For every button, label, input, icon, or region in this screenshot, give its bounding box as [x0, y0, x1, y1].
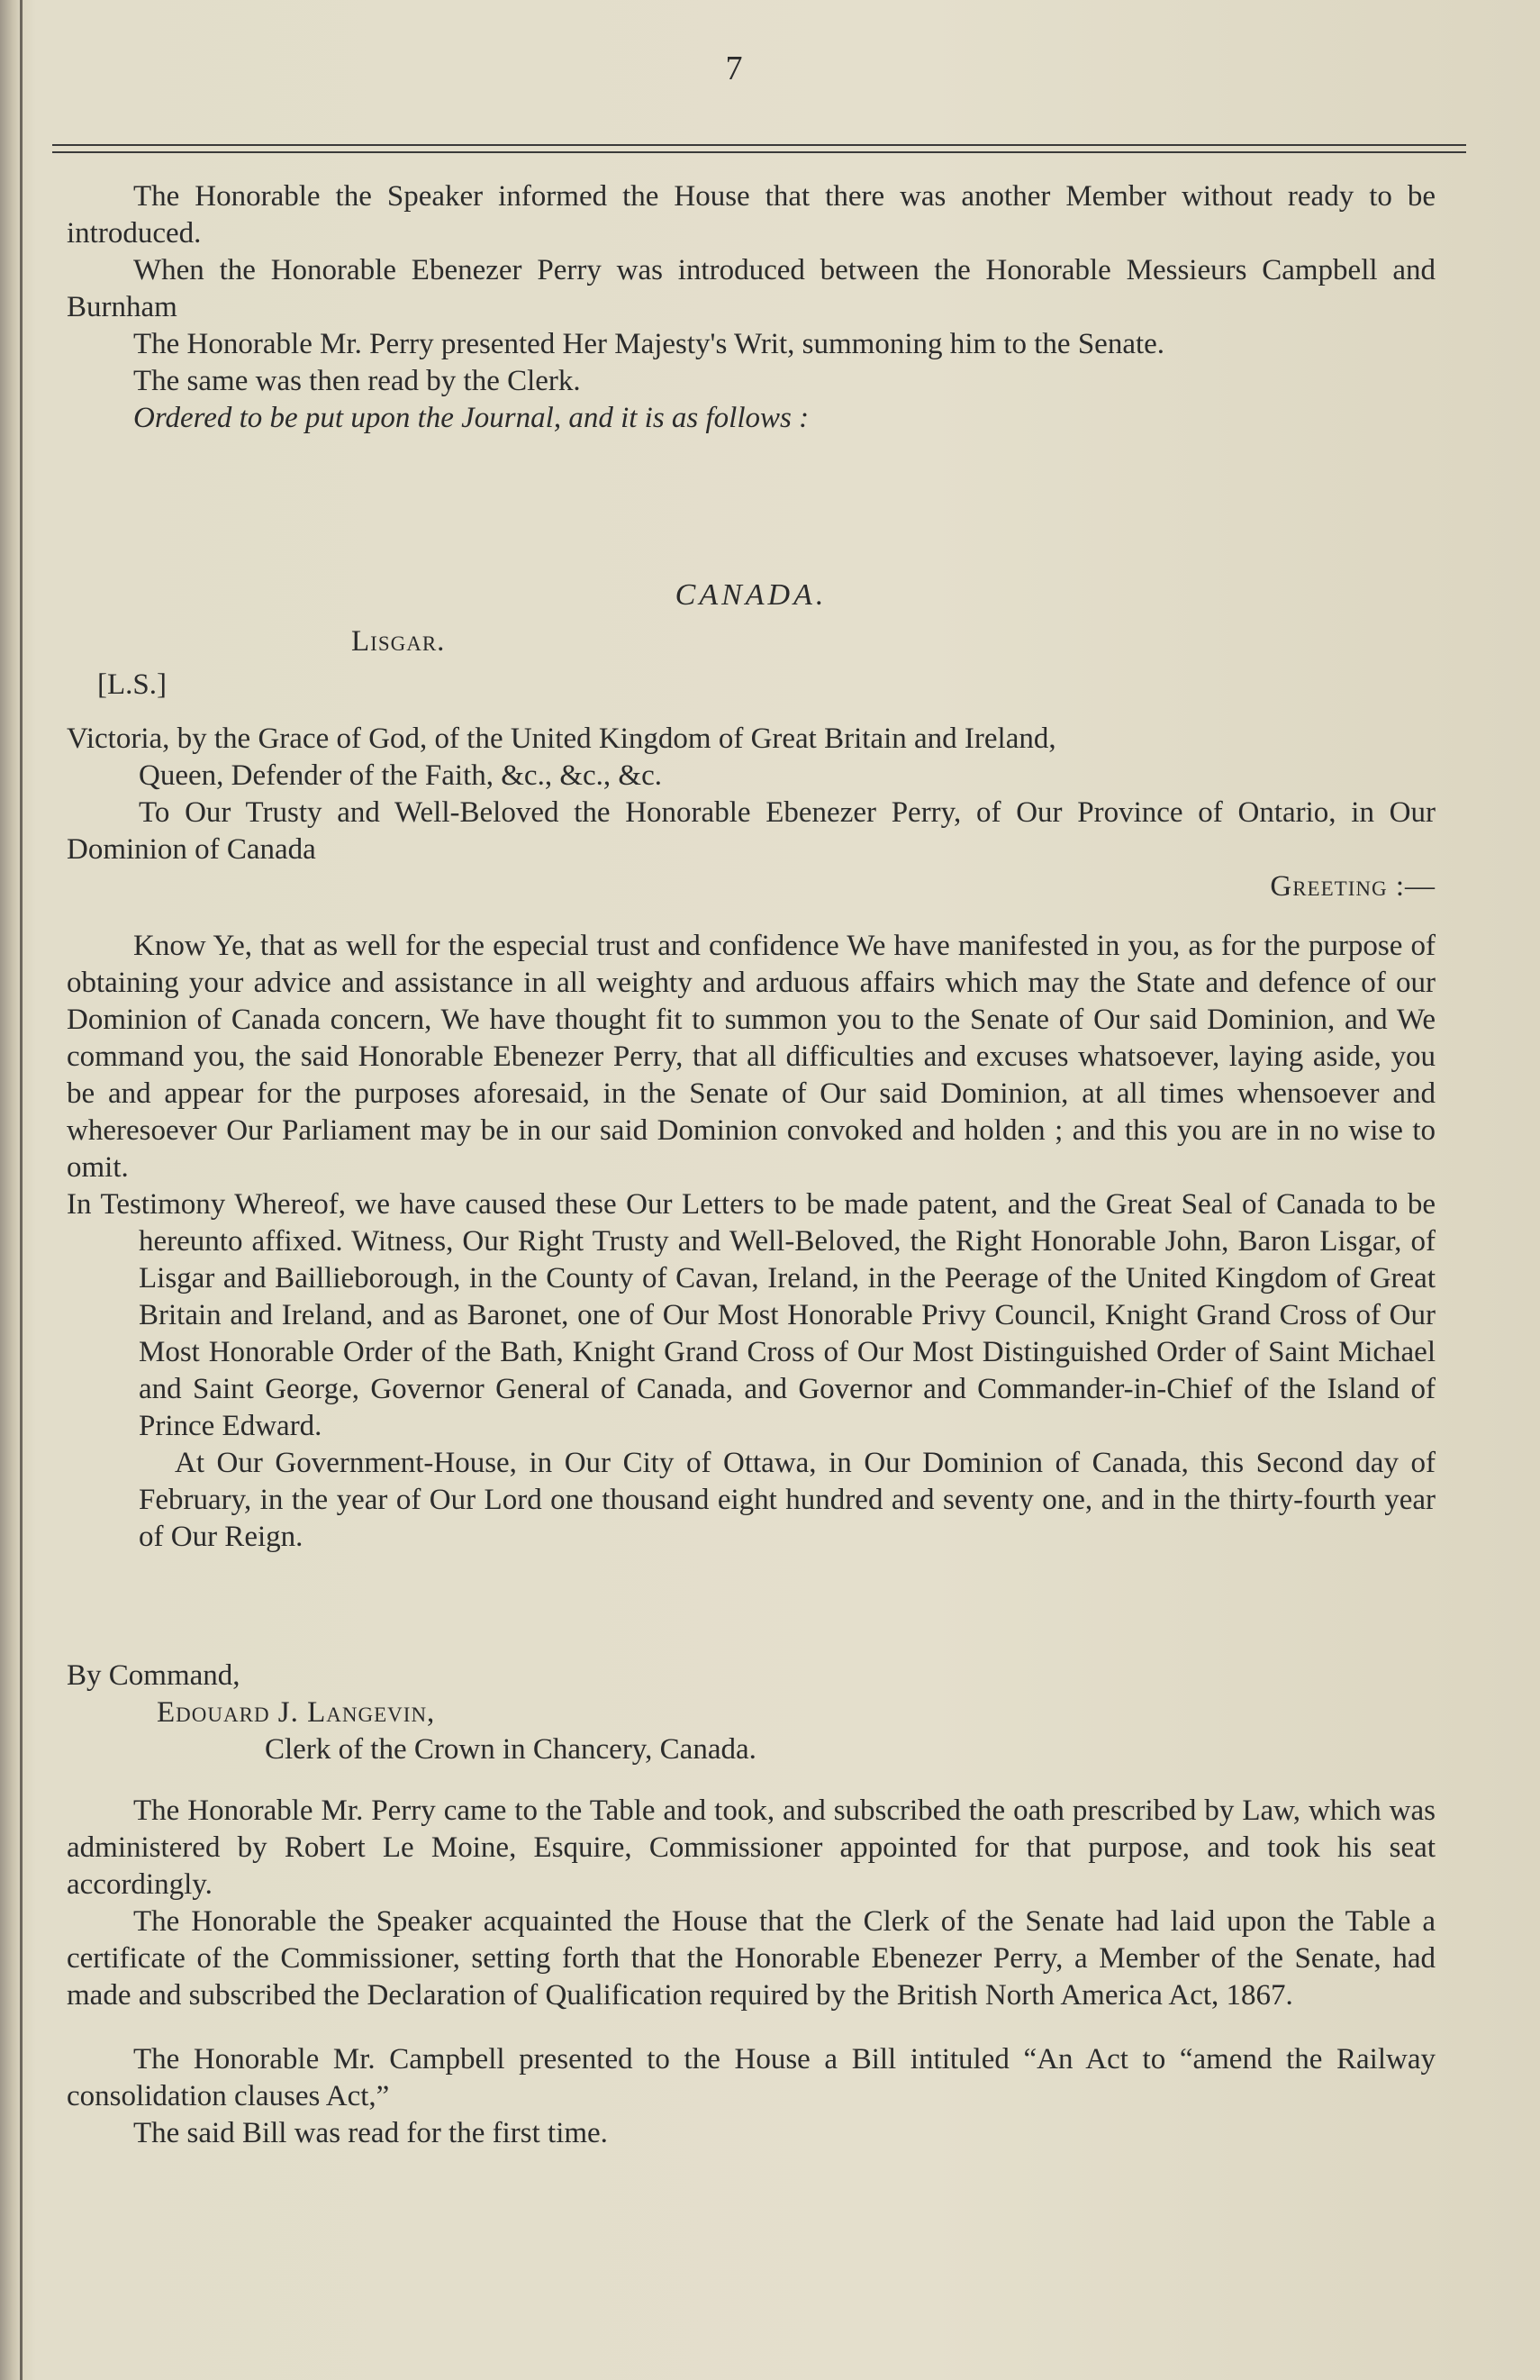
page-number: 7	[725, 50, 743, 87]
by-command: By Command,	[67, 1659, 240, 1692]
writ-body	[67, 928, 1436, 1556]
writ-testimony: In Testimony Whereof, we have caused these Our Letters to be made patent, and the Great Seal of Canada to be hereunto affixed. Witness, Our Right Trusty and Well-Beloved, the Right Honorable John, Baron Lisgar, of Lisgar and Baillieborough, in the County of Cavan, Ireland, in the Peerage of the United Kingdom of Great Britain and Ireland, and as Baronet, one of Our Most Honorable Privy Council, Knight Grand Cross of Our Most Honorable Order of the Bath, Knight Grand Cross of Our Most Distinguished Order of Saint Michael and Saint George, Governor General of Canada, and Governor and Commander-in-Chief of the Island of Prince Edward.	[67, 1188, 1436, 1442]
writ-dated: At Our Government-House, in Our City of Ottawa, in Our Dominion of Canada, this Second day of February, in the year of Our Lord one thousand eight hundred and seventy one, and in the thirty-fourth year of Our Reign.	[139, 1447, 1436, 1553]
intro-section	[67, 178, 1436, 437]
clerk-title: Clerk of the Crown in Chancery, Canada.	[265, 1733, 756, 1766]
writ-salutation-1: Victoria, by the Grace of God, of the United Kingdom of Great Britain and Ireland,	[67, 722, 1056, 755]
writ-heading	[67, 577, 1436, 613]
writ-salutation-3: To Our Trusty and Well-Beloved the Honorable Ebenezer Perry, of Our Province of Ontario, in Our Dominion of Canada	[67, 796, 1436, 866]
writ-attestation	[67, 1658, 1436, 1768]
writ-title: CANADA.	[675, 578, 828, 612]
writ-seal: [L.S.]	[97, 668, 167, 701]
writ-seal-block	[97, 667, 277, 704]
header-rule	[52, 144, 1466, 146]
intro-paragraph: Ordered to be put upon the Journal, and it is as follows :	[133, 402, 810, 434]
writ-signatory-block	[351, 623, 711, 660]
closing-section	[67, 1793, 1436, 2152]
closing-paragraph: The Honorable the Speaker acquainted the House that the Clerk of the Senate had laid upon the Table a certificate of the Commissioner, setting forth that the Honorable Ebenezer Perry, a Member of the Senate, had made and subscribed the Declaration of Qualification required by the British North America Act, 1867.	[67, 1905, 1436, 2012]
clerk-name: Edouard J. Langevin,	[157, 1696, 436, 1729]
closing-paragraph: The said Bill was read for the first time.	[133, 2117, 608, 2149]
binding-gutter	[0, 0, 23, 2380]
intro-paragraph: The Honorable the Speaker informed the House that there was another Member without ready to be introduced.	[67, 180, 1436, 250]
writ-greeting: Greeting :—	[1270, 870, 1436, 903]
closing-paragraph: The Honorable Mr. Perry came to the Table and took, and subscribed the oath prescribed by Law, which was administered by Robert Le Moine, Esquire, Commissioner appointed for that purpose, and took his seat accordingly.	[67, 1794, 1436, 1901]
writ-address	[67, 721, 1436, 905]
intro-paragraph: When the Honorable Ebenezer Perry was introduced between the Honorable Messieurs Campbell and Burnham	[67, 254, 1436, 323]
writ-body-paragraph: Know Ye, that as well for the especial trust and confidence We have manifested in you, as for the purpose of obtaining your advice and assistance in all weighty and arduous affairs which may the State and defence of our Dominion of Canada concern, We have thought fit to summon you to the Senate of Our said Dominion, and We command you, the said Honorable Ebenezer Perry, that all difficulties and excuses whatsoever, laying aside, you be and appear for the purposes aforesaid, in the Senate of Our said Dominion, at all times whensoever and wheresoever Our Parliament may be in our said Dominion convoked and holden ; and this you are in no wise to omit.	[67, 930, 1436, 1184]
intro-paragraph: The Honorable Mr. Perry presented Her Majesty's Writ, summoning him to the Senate.	[133, 328, 1165, 360]
closing-paragraph: The Honorable Mr. Campbell presented to the House a Bill intituled “An Act to “amend the Railway consolidation clauses Act,”	[67, 2043, 1436, 2112]
intro-paragraph: The same was then read by the Clerk.	[133, 365, 581, 397]
header-rule-double	[52, 151, 1466, 153]
writ-salutation-2: Queen, Defender of the Faith, &c., &c., &c.	[139, 759, 662, 792]
writ-signatory: Lisgar.	[351, 625, 446, 658]
